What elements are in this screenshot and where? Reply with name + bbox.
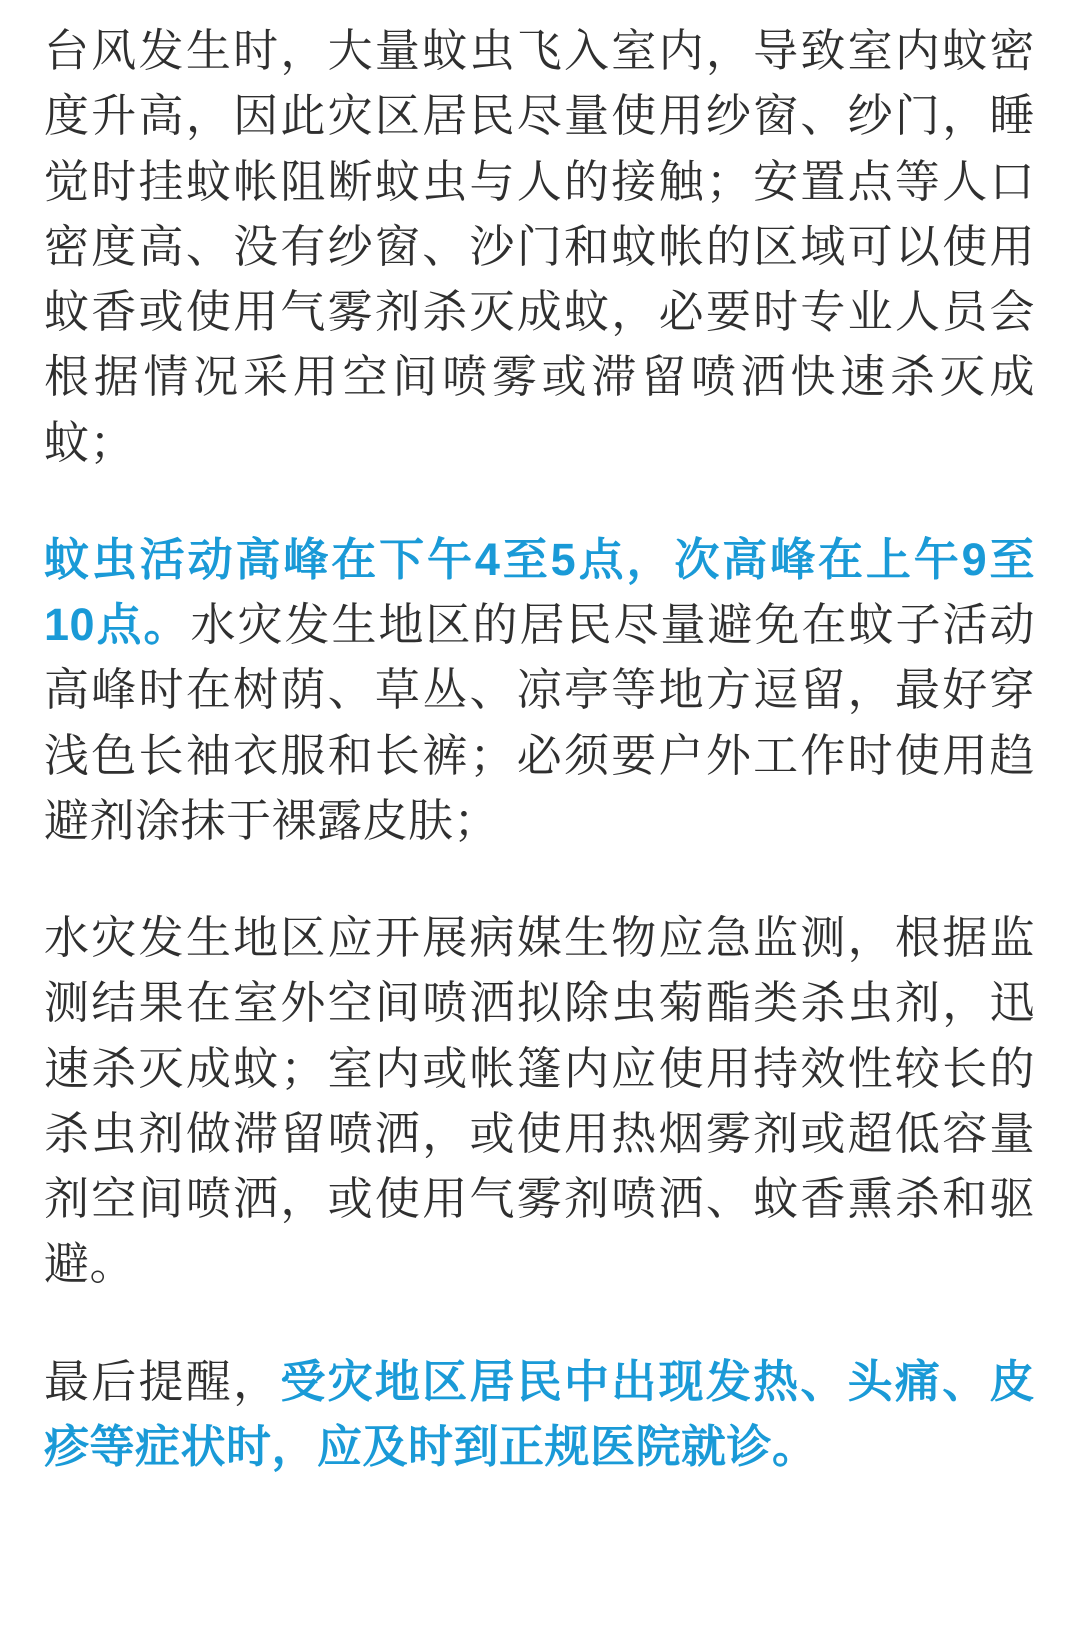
paragraph-1 (44, 18, 1035, 475)
paragraph-2 (44, 527, 1035, 853)
paragraph-4-plain-run: 最后提醒， (44, 1355, 281, 1407)
paragraph-3 (44, 905, 1035, 1297)
paragraph-2-plain-run: 水灾发生地区的居民尽量避免在蚊子活动高峰时在树荫、草丛、凉亭等地方逗留，最好穿浅色长袖衣服和长裤；必须要户外工作时使用趋避剂涂抹于裸露皮肤； (44, 599, 1035, 846)
paragraph-1-run-1: 台风发生时，大量蚊虫飞入室内，导致室内蚊密度升高，因此灾区居民尽量使用纱窗、纱门，睡觉时挂蚊帐阻断蚊虫与人的接触；安置点等人口密度高、没有纱窗、沙门和蚊帐的区域可以使用蚊香或使用气雾剂杀灭成蚊，必要时专业人员会根据情况采用空间喷雾或滞留喷洒快速杀灭成蚊； (44, 25, 1035, 468)
paragraph-4-highlight-run: 受灾地区居民中出现发热、头痛、皮疹等症状时，应及时到正规医院就诊。 (44, 1355, 1035, 1472)
paragraph-3-run-1: 水灾发生地区应开展病媒生物应急监测，根据监测结果在室外空间喷洒拟除虫菊酯类杀虫剂，迅速杀灭成蚊；室内或帐篷内应使用持效性较长的杀虫剂做滞留喷洒，或使用热烟雾剂或超低容量剂空间喷洒，或使用气雾剂喷洒、蚊香熏杀和驱避。 (44, 912, 1035, 1290)
paragraph-4 (44, 1349, 1035, 1480)
paragraph-2-highlight-run: 蚊虫活动高峰在下午4至5点，次高峰在上午9至10点。 (44, 533, 1035, 650)
